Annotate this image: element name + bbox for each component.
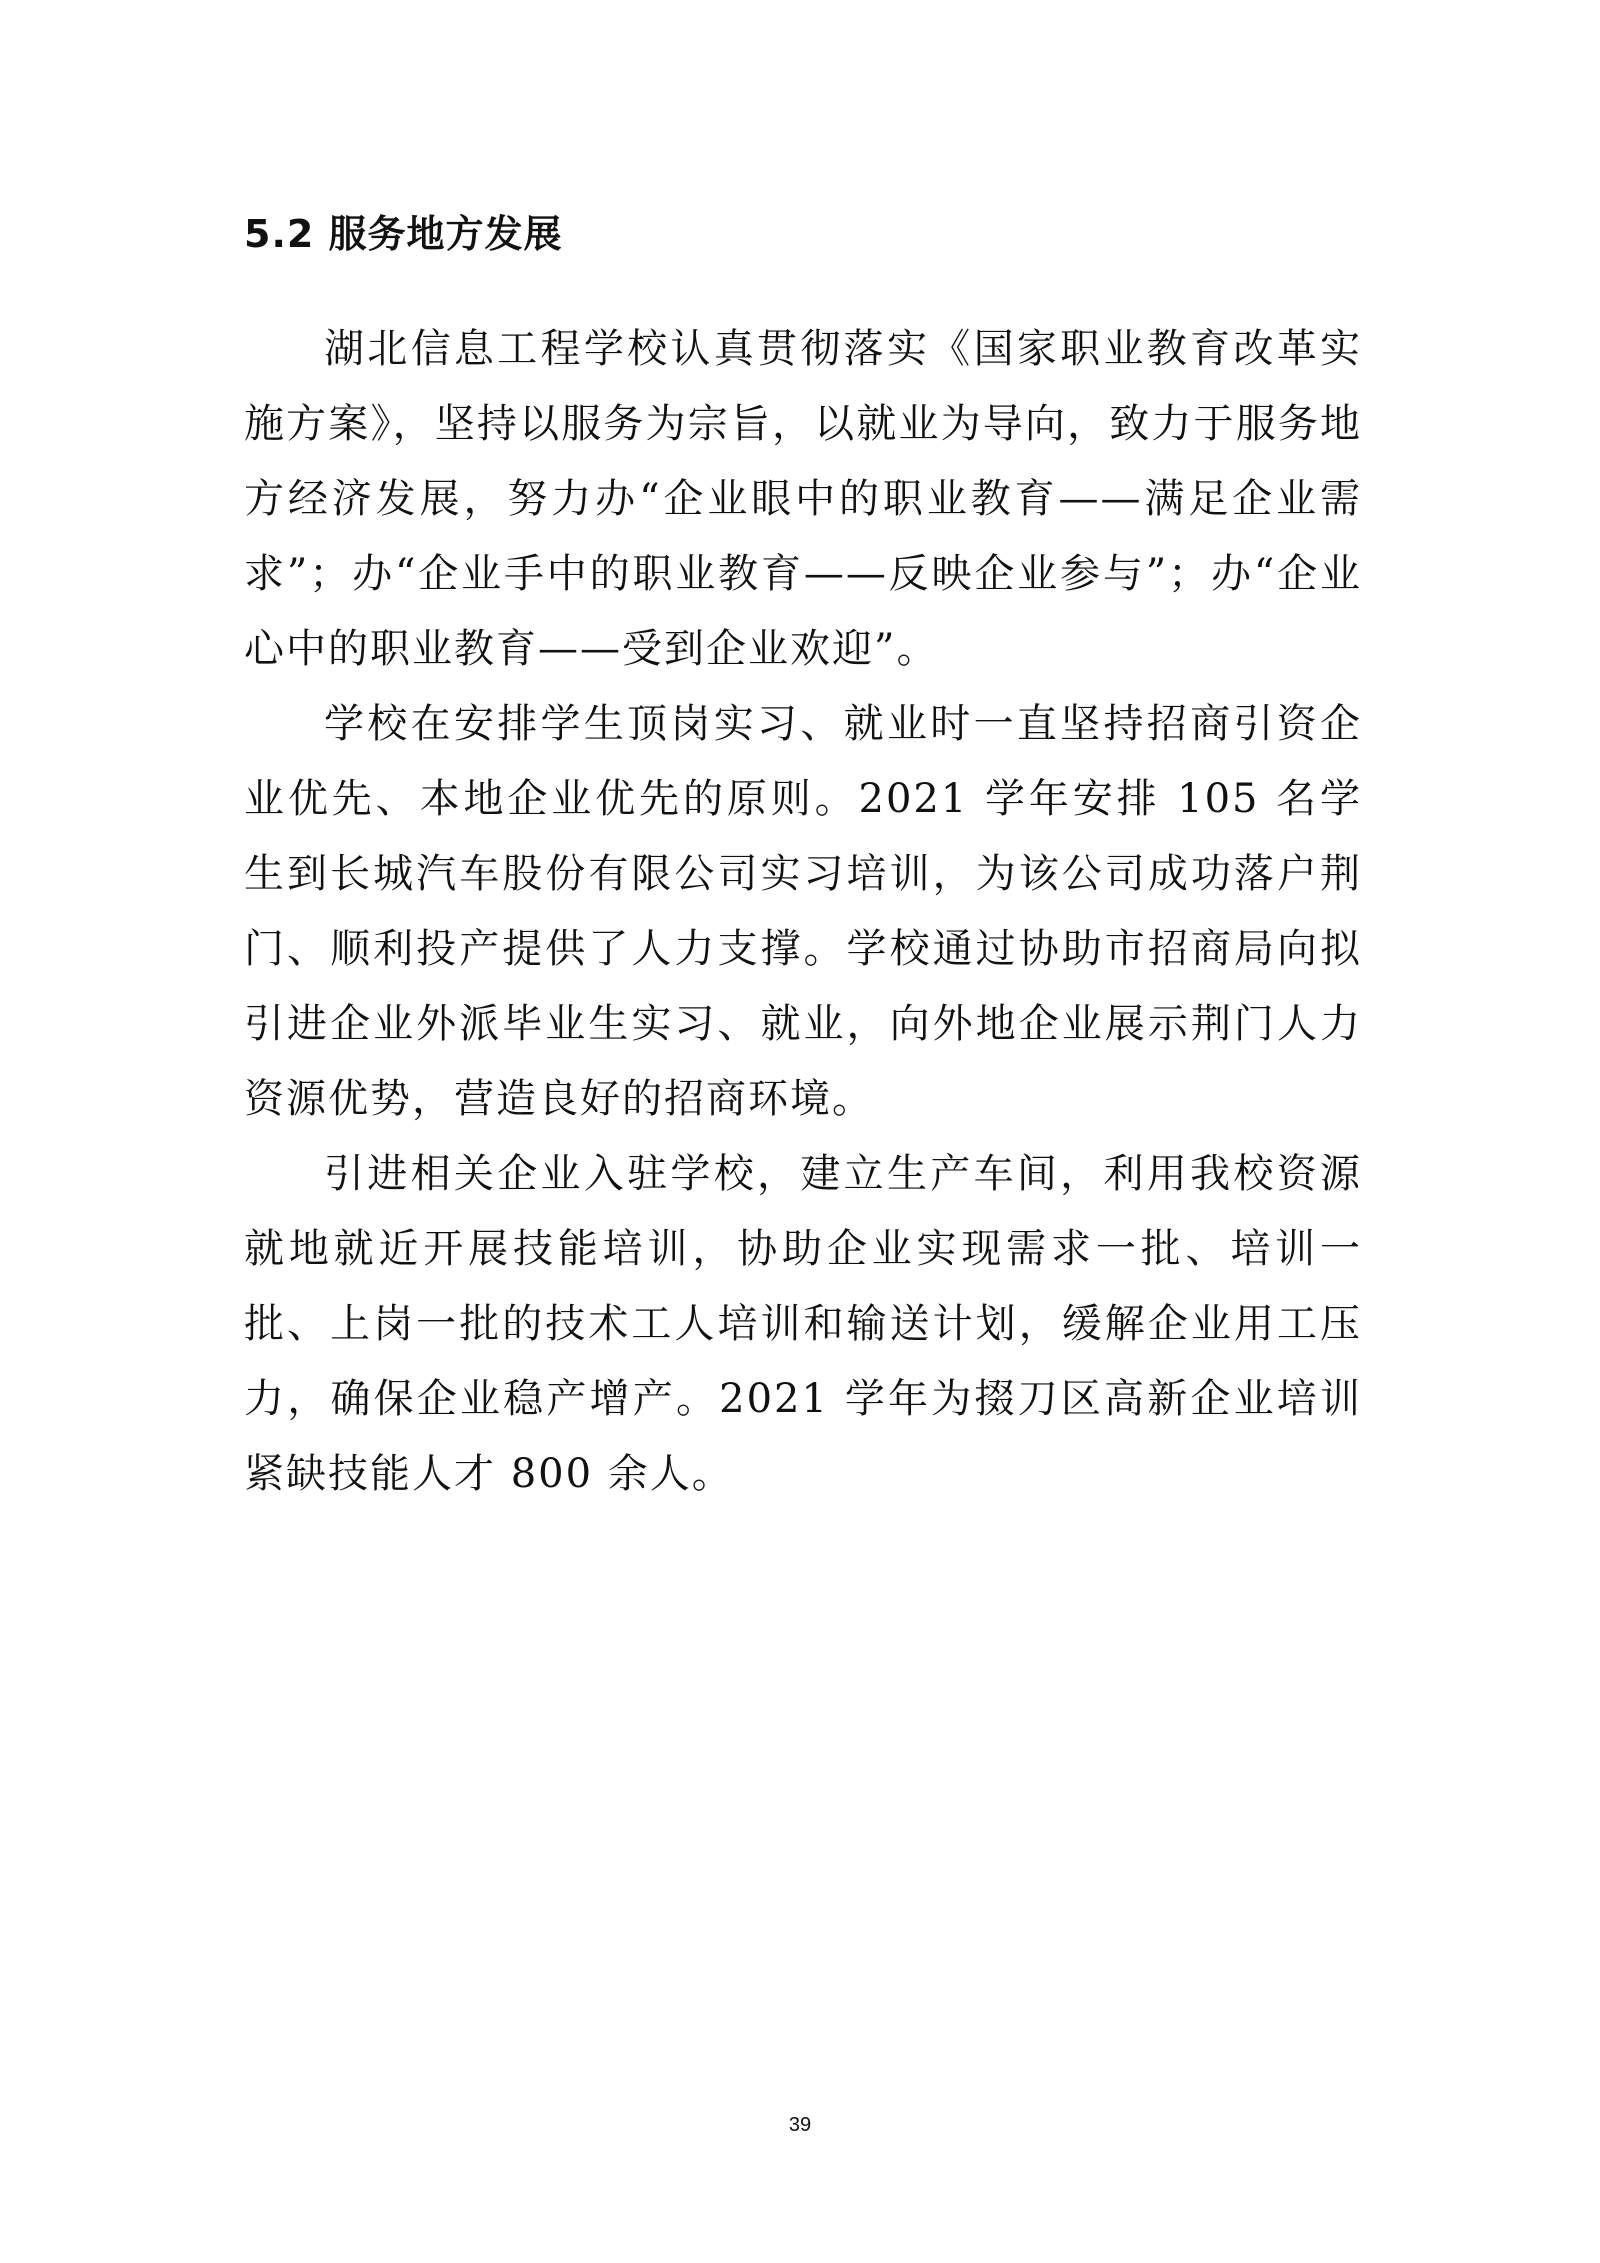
paragraph-policy: 湖北信息工程学校认真贯彻落实《国家职业教育改革实施方案》，坚持以服务为宗旨，以就业为导向，致力于服务地方经济发展，努力办“企业眼中的职业教育——满足企业需求”；办“企业手中的职业教育——反映企业参与”；办“企业心中的职业教育——受到企业欢迎”。 bbox=[244, 326, 1362, 672]
paragraph-internship: 学校在安排学生顶岗实习、就业时一直坚持招商引资企业优先、本地企业优先的原则。2021 学年安排 105 名学生到长城汽车股份有限公司实习培训，为该公司成功落户荆门、顺利投产提供了人力支撑。学校通过协助市招商局向拟引进企业外派毕业生实习、就业，向外地企业展示荆门人力资源优势，营造良好的招商环境。 bbox=[244, 701, 1362, 1122]
paragraph-training: 引进相关企业入驻学校，建立生产车间，利用我校资源就地就近开展技能培训，协助企业实现需求一批、培训一批、上岗一批的技术工人培训和输送计划，缓解企业用工压力，确保企业稳产增产。2021 学年为掇刀区高新企业培训紧缺技能人才 800 余人。 bbox=[244, 1151, 1362, 1497]
body-text bbox=[244, 312, 1362, 1512]
page-number: 39 bbox=[788, 2114, 812, 2136]
section-heading: 5.2 服务地方发展 bbox=[244, 212, 563, 256]
